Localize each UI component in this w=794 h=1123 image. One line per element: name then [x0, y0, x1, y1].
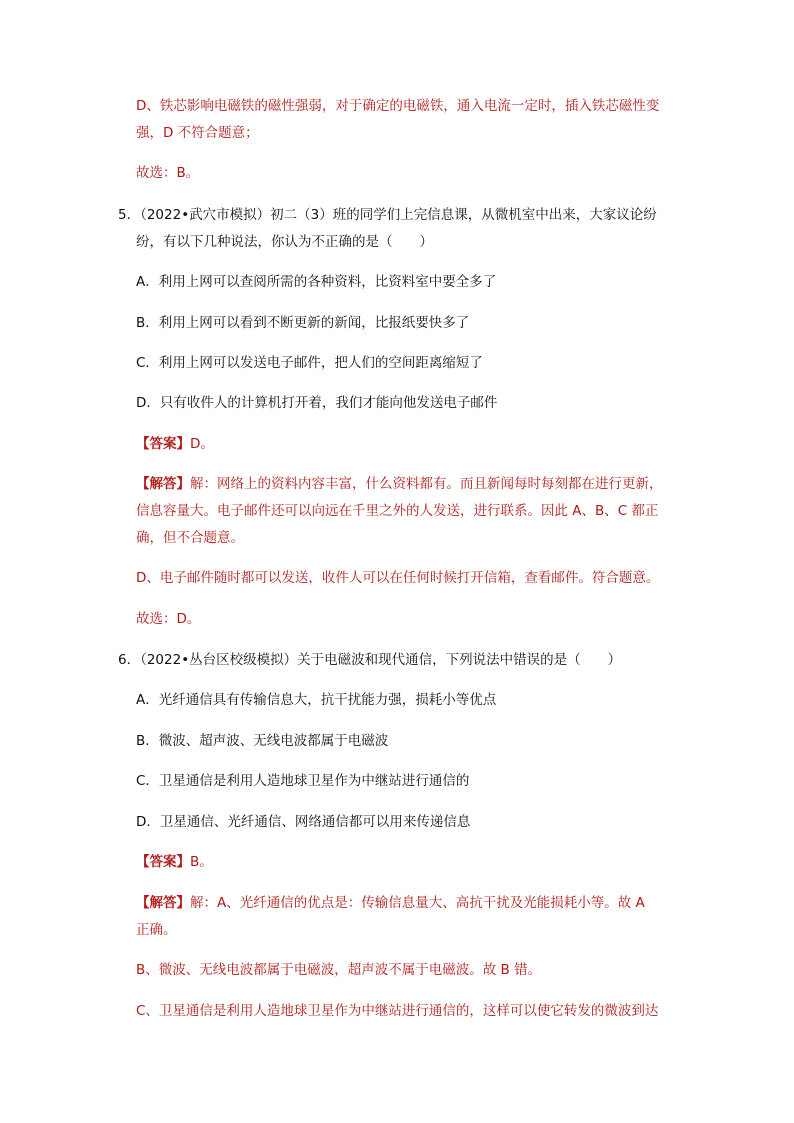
q6-option-b-explanation: B、微波、无线电波都属于电磁波，超声波不属于电磁波。故 B 错。 [136, 962, 542, 978]
q6-analysis-line2: 正确。 [136, 922, 177, 938]
q6-option-c: C．卫星通信是利用人造地球卫星作为中继站进行通信的 [136, 773, 470, 789]
q5-answer-label: 【答案】 [136, 436, 190, 452]
q5-analysis-label: 【解答】 [136, 476, 190, 492]
q6-option-c-explanation: C、卫星通信是利用人造地球卫星作为中继站进行通信的，这样可以使它转发的微波到达 [136, 1003, 659, 1019]
q6-answer-label: 【答案】 [136, 854, 190, 870]
q6-option-b: B．微波、超声波、无线电波都属于电磁波 [136, 733, 389, 749]
q6-analysis-text1: 解：A、光纤通信的优点是：传输信息量大、高抗干扰及光能损耗小等。故 A [190, 895, 645, 911]
q6-option-a: A．光纤通信具有传输信息大，抗干扰能力强，损耗小等优点 [136, 692, 497, 708]
q5-analysis-line2: 信息容量大。电子邮件还可以向远在千里之外的人发送，进行联系。因此 A、B、C 都正 [136, 503, 659, 519]
q6-stem: 6．（2022•丛台区校级模拟）关于电磁波和现代通信，下列说法中错误的是（ ） [118, 652, 622, 668]
q5-option-b: B．利用上网可以看到不断更新的新闻，比报纸要快多了 [136, 315, 470, 331]
q5-choose-answer: 故选：D。 [136, 611, 201, 627]
q5-option-a: A．利用上网可以查阅所需的各种资料，比资料室中要全多了 [136, 274, 497, 290]
q5-answer [136, 434, 214, 454]
prev-option-d-explanation-line1: D、铁芯影响电磁铁的磁性强弱，对于确定的电磁铁，通入电流一定时，插入铁芯磁性变 [136, 98, 660, 114]
q5-option-d: D．只有收件人的计算机打开着，我们才能向他发送电子邮件 [136, 395, 498, 411]
q5-stem-line1: 5．（2022•武穴市模拟）初二（3）班的同学们上完信息课，从微机室中出来，大家议论纷 [118, 207, 657, 223]
q5-answer-value: D。 [190, 436, 214, 452]
prev-option-d-explanation-line2: 强，D 不符合题意； [136, 125, 259, 141]
q5-analysis-line1 [136, 474, 663, 494]
q6-analysis-line1 [136, 893, 645, 913]
prev-choose-answer: 故选：B。 [136, 165, 200, 181]
q6-option-d: D．卫星通信、光纤通信、网络通信都可以用来传递信息 [136, 814, 471, 830]
q6-answer [136, 852, 213, 872]
q6-analysis-label: 【解答】 [136, 895, 190, 911]
q5-option-c: C．利用上网可以发送电子邮件，把人们的空间距离缩短了 [136, 355, 483, 371]
q5-analysis-text1: 解：网络上的资料内容丰富，什么资料都有。而且新闻每时每刻都在进行更新， [190, 476, 663, 492]
q5-option-d-explanation: D、电子邮件随时都可以发送，收件人可以在任何时候打开信箱，查看邮件。符合题意。 [136, 570, 660, 586]
q5-stem-line2: 纷，有以下几种说法，你认为不正确的是（ ） [136, 234, 433, 250]
q5-analysis-line3: 确，但不合题意。 [136, 530, 244, 546]
q6-answer-value: B。 [190, 854, 213, 870]
